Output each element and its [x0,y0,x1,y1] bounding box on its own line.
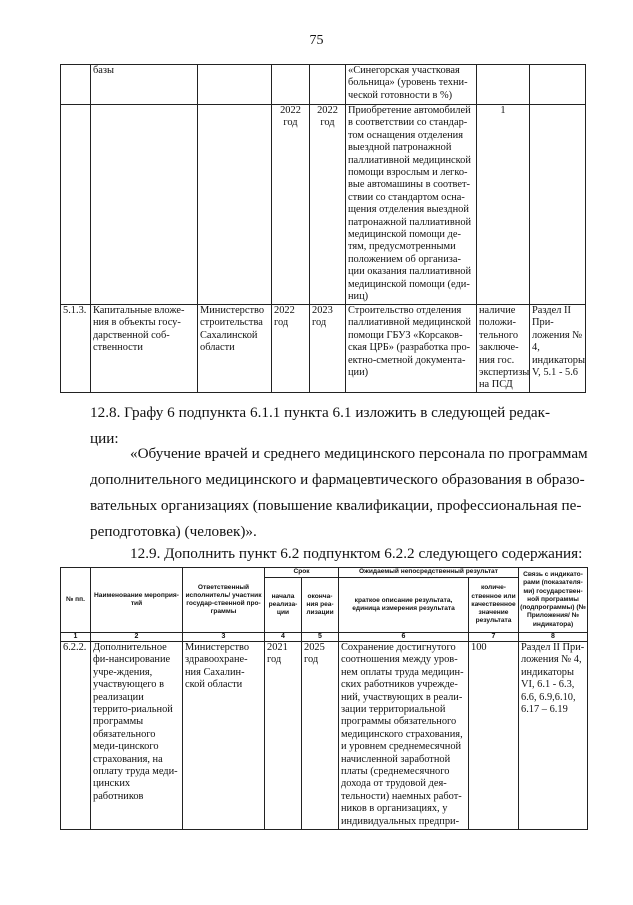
header-result: Ожидаемый непосредственный результат [339,568,519,578]
column-number-row: 1 2 3 4 5 6 7 8 [61,633,588,642]
amendment-12-8: 12.8. Графу 6 подпункта 6.1.1 пункта 6.1 изложить в следующей редак- [90,404,551,421]
table-row: базы «Синегорская участковая больница» (уровень техни-ческой готовности в %) [61,65,586,105]
quoted-text-line: дополнительного медицинского и фармацевтического образования в образо- [90,471,585,488]
quoted-text: «Обучение врачей и среднего медицинского персонала по программам [130,445,588,462]
header-name: Наименование мероприя-тий [91,568,183,633]
header-responsible: Ответственный исполнитель/ участник государ-ственной про-граммы [183,568,265,633]
amendment-12-9: 12.9. Дополнить пункт 6.2 подпунктом 6.2.2 следующего содержания: [130,545,583,562]
table-row: 2022 год 2022 год Приобретение автомобилей в соответствии со стандар-том оснащения отделения выездной патронажной паллиативной медицинской помощи взрослым и легко-вые автомашины в соответ-ствии со стандартом осна-щения отделения выездной патронажной паллиативной медицинской помощи де-тям, предусмотренными положением об организа-ции оказания паллиативной медицинской помощи (еди-ниц) 1 [61,105,586,305]
quoted-text-line: вательных организациях (повышение квалификации, профессиональная пе- [90,497,582,514]
header-num: № пп. [61,568,91,633]
header-short: краткое описание результата, единица измерения результата [339,578,469,633]
table-continued [60,64,586,393]
quoted-text-line: реподготовка) (человек)». [90,523,257,540]
header-value: количе-ственное или качественное значение результата [469,578,519,633]
header-start: начала реализа-ции [265,578,302,633]
header-link: Связь с индикато-рами (показателя-ми) государствен-ной программы (подпрограммы) (№ Приложения/ № индикатора) [519,568,588,633]
table-row: 6.2.2. Дополнительное фи-нансирование учре-ждения, участвующего в реализации террито-риальной программы обязательного меди-цинского страхования, на оплату труда меди-цинских работников Министерство здравоохране-ния Сахалин-ской области 2021 год 2025 год Сохранение достигнутого соотношения между уров-нем оплаты труда медицин-ских работников учрежде-ний, участвующих в реали-зации территориальной программы обязательного медицинского страхования, и уровнем среднемесячной начисленной заработной платы (среднемесячного дохода от трудовой дея-тельности) наемных работ-ников в организациях, у индивидуальных предпри- 100 Раздел II При-ложения № 4, индикаторы VI, 6.1 - 6.3, 6.6, 6.9,6.10, 6.17 – 6.19 [61,642,588,830]
header-term: Срок [265,568,339,578]
amendment-12-8-cont: ции: [90,430,119,447]
table-header-row [61,568,588,578]
page-number: 75 [309,33,324,48]
table-new-subitem [60,567,588,830]
table-row: 5.1.3. Капитальные вложе-ния в объекты госу-дарственной соб-ственности Министерство строительства Сахалинской области 2022 год 2023 год Строительство отделения паллиативной медицинской помощи ГБУЗ «Корсаков-ская ЦРБ» (разработка про-ектно-сметной документа-ции) наличие положи-тельного заключе-ния гос. экспертизы на ПСД Раздел II При-ложения № 4, индикаторы V, 5.1 - 5.6 [61,305,586,393]
header-end: оконча-ния реа-лизации [302,578,339,633]
